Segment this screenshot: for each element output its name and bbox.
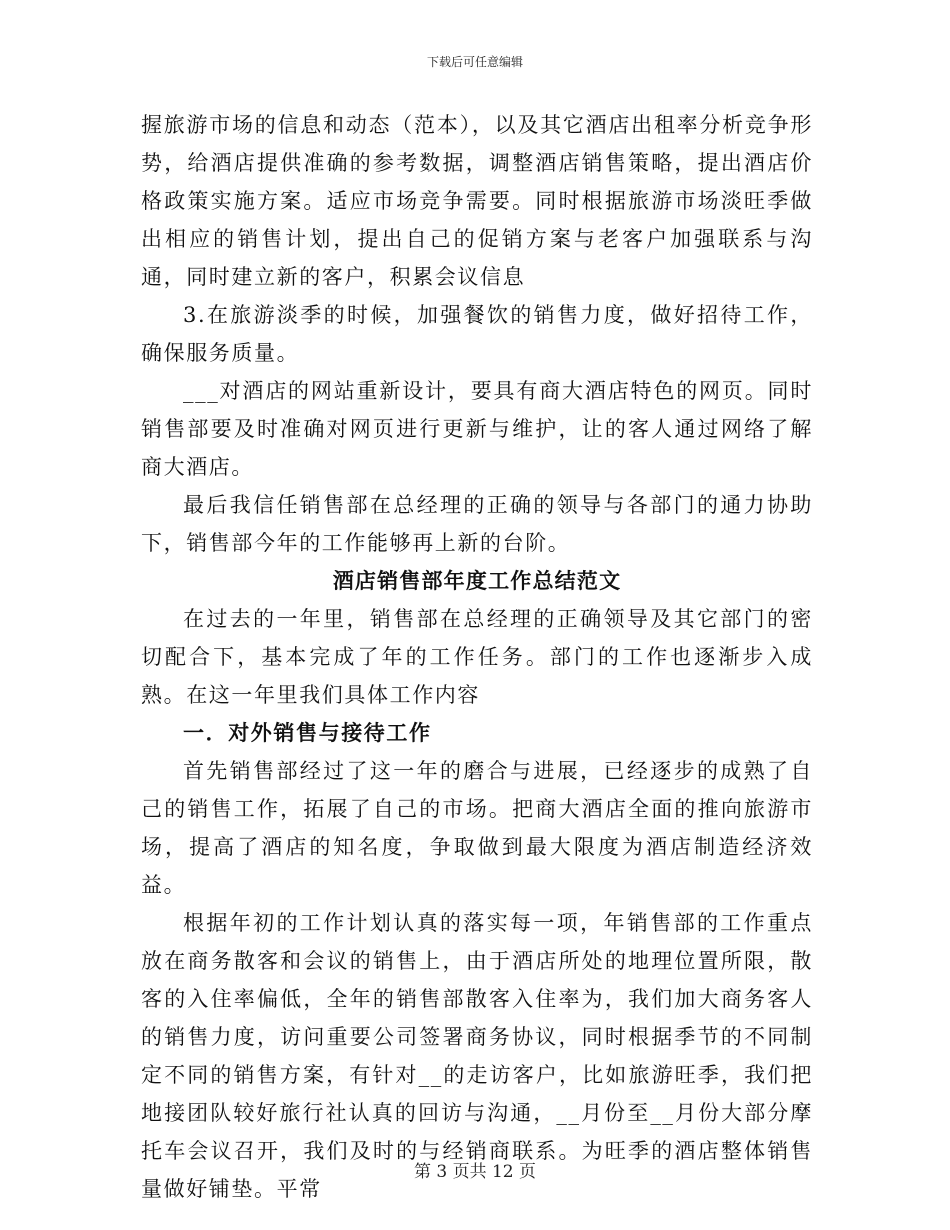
paragraph-website: ___对酒店的网站重新设计，要具有商大酒店特色的网页。同时销售部要及时准确对网页进行更新与维护，让的客人通过网络了解商大酒店。 <box>141 379 813 479</box>
paragraph-off-season: 3.在旅游淡季的时候，加强餐饮的销售力度，做好招待工作，确保服务质量。 <box>141 303 813 365</box>
page-number: 第 3 页共 12 页 <box>413 1162 537 1182</box>
document-body <box>141 106 813 1208</box>
page-header-note: 下载后可任意编辑 <box>426 55 523 69</box>
paragraph-sales-progress: 首先销售部经过了这一年的磨合与进展，已经逐步的成熟了自己的销售工作，拓展了自己的市场。把商大酒店全面的推向旅游市场，提高了酒店的知名度，争取做到最大限度为酒店制造经济效益。 <box>141 759 813 897</box>
paragraph-work-plan: 根据年初的工作计划认真的落实每一项，年销售部的工作重点放在商务散客和会议的销售上，由于酒店所处的地理位置所限，散客的入住率偏低，全年的销售部散客入住率为，我们加大商务客人的销售力度，访问重要公司签署商务协议，同时根据季节的不同制定不同的销售方案，有针对__的走访客户，比如旅游旺季，我们把地接团队较好旅行社认真的回访与沟通，__月份至__月份大部分摩托车会议召开，我们及时的与经销商联系。为旺季的酒店整体销售量做好铺垫。平常 <box>141 911 813 1201</box>
paragraph-conclusion: 最后我信任销售部在总经理的正确的领导与各部门的通力协助下，销售部今年的工作能够再上新的台阶。 <box>141 493 813 555</box>
paragraph-intro: 在过去的一年里，销售部在总经理的正确领导及其它部门的密切配合下，基本完成了年的工作任务。部门的工作也逐渐步入成熟。在这一年里我们具体工作内容 <box>141 607 813 707</box>
paragraph-market-info: 握旅游市场的信息和动态（范本），以及其它酒店出租率分析竞争形势，给酒店提供准确的参考数据，调整酒店销售策略，提出酒店价格政策实施方案。适应市场竞争需要。同时根据旅游市场淡旺季做出相应的销售计划，提出自己的促销方案与老客户加强联系与沟通，同时建立新的客户，积累会议信息 <box>141 113 813 289</box>
document-title: 酒店销售部年度工作总结范文 <box>332 568 622 593</box>
section-heading-external-sales: 一．对外销售与接待工作 <box>183 720 432 745</box>
